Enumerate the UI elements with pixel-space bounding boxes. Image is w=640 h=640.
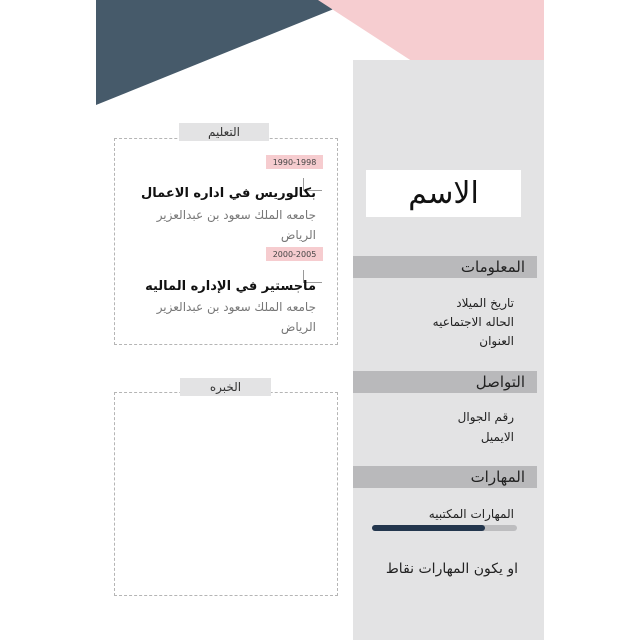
sidebar (353, 60, 544, 640)
skills-heading-bar (353, 466, 537, 488)
contact-phone: رقم الجوال (457, 410, 514, 424)
experience-box (114, 392, 338, 596)
skill-progress-fill (372, 525, 485, 531)
education-date-tag: 1990-1998 (266, 155, 323, 169)
navy-triangle (96, 0, 356, 105)
contact-heading-bar (353, 371, 537, 393)
experience-label: الخبره (180, 378, 271, 396)
info-heading-bar (353, 256, 537, 278)
education-label: التعليم (179, 123, 269, 141)
education-university: جامعه الملك سعود بن عبدالعزير (156, 208, 316, 222)
contact-email: الايميل (480, 430, 514, 444)
education-university: جامعه الملك سعود بن عبدالعزير (156, 300, 316, 314)
skill-progress-track (372, 525, 517, 531)
education-city: الرياض (280, 320, 316, 334)
education-date-tag: 2000-2005 (266, 247, 323, 261)
education-degree: ماجستير في الإداره الماليه (145, 279, 316, 294)
info-birthdate: تاريخ الميلاد (456, 296, 514, 310)
skill-name: المهارات المكتبيه (428, 507, 514, 521)
education-city: الرياض (280, 228, 316, 242)
name-text: الاسم (408, 176, 479, 211)
education-degree: بكالوريس في اداره الاعمال (141, 186, 316, 201)
info-marital-status: الحاله الاجتماعيه (432, 315, 514, 329)
info-address: العنوان (479, 334, 514, 348)
info-heading: المعلومات (460, 258, 525, 276)
name-box (366, 170, 521, 217)
skills-note: او يكون المهارات نقاط (385, 561, 518, 577)
contact-heading: التواصل (475, 373, 525, 391)
skills-heading: المهارات (470, 468, 525, 486)
resume-page (96, 0, 544, 640)
